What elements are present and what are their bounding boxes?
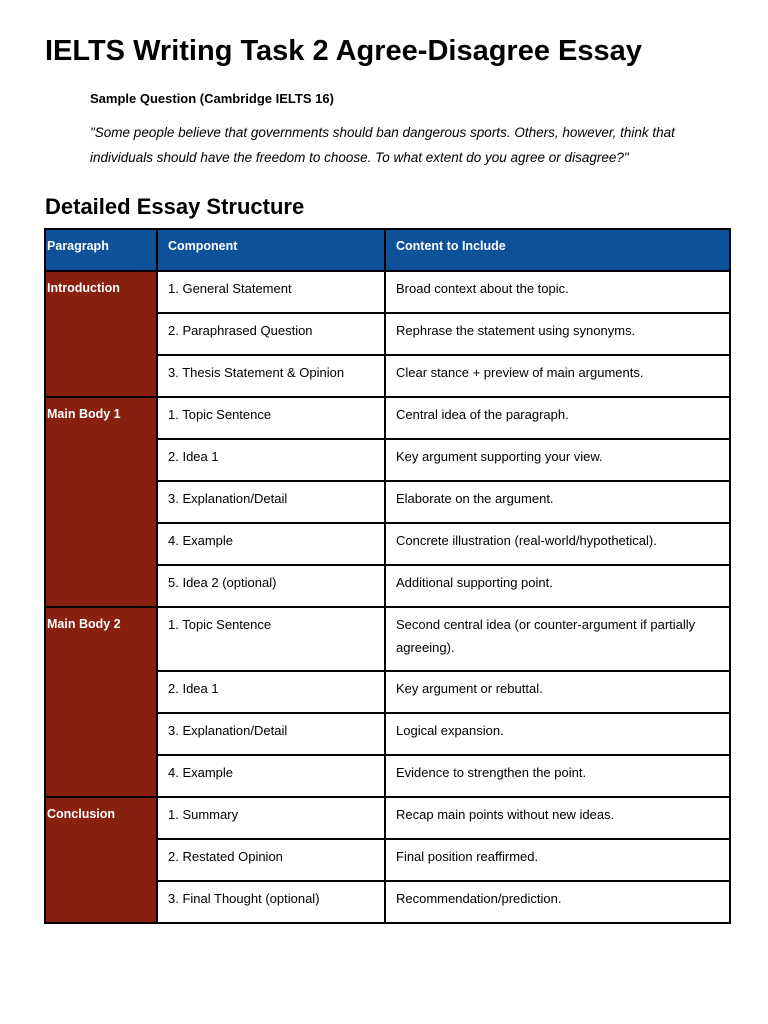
component-cell bbox=[157, 481, 385, 523]
content-cell bbox=[385, 839, 730, 881]
component-text: 4. Example bbox=[168, 765, 234, 780]
component-text: 1. Topic Sentence bbox=[168, 617, 272, 632]
content-text: Elaborate on the argument. bbox=[396, 491, 554, 506]
header-content-label: Content to Include bbox=[396, 239, 506, 253]
content-cell bbox=[385, 439, 730, 481]
content-text: Final position reaffirmed. bbox=[396, 849, 539, 864]
header-content bbox=[385, 229, 730, 271]
content-cell bbox=[385, 607, 730, 671]
content-text: Key argument supporting your view. bbox=[396, 449, 603, 464]
component-cell bbox=[157, 439, 385, 481]
component-cell bbox=[157, 797, 385, 839]
component-cell bbox=[157, 271, 385, 313]
paragraph-label: Introduction bbox=[47, 281, 120, 295]
component-cell bbox=[157, 671, 385, 713]
paragraph-cell bbox=[45, 607, 157, 797]
content-text: Recap main points without new ideas. bbox=[396, 807, 615, 822]
content-text: Recommendation/prediction. bbox=[396, 891, 562, 906]
component-text: 3. Explanation/Detail bbox=[168, 723, 288, 738]
content-text: Concrete illustration (real-world/hypothetical). bbox=[396, 533, 657, 548]
paragraph-cell bbox=[45, 271, 157, 397]
component-text: 1. Topic Sentence bbox=[168, 407, 272, 422]
component-cell bbox=[157, 397, 385, 439]
content-cell bbox=[385, 881, 730, 923]
essay-structure-table bbox=[44, 228, 731, 924]
header-component-label: Component bbox=[168, 239, 238, 253]
content-text: Evidence to strengthen the point. bbox=[396, 765, 587, 780]
component-cell bbox=[157, 881, 385, 923]
content-text: Central idea of the paragraph. bbox=[396, 407, 569, 422]
table-row bbox=[45, 797, 730, 839]
content-cell bbox=[385, 397, 730, 439]
section-heading: Detailed Essay Structure bbox=[45, 194, 305, 219]
paragraph-cell bbox=[45, 397, 157, 607]
component-text: 3. Explanation/Detail bbox=[168, 491, 288, 506]
component-cell bbox=[157, 565, 385, 607]
component-cell bbox=[157, 313, 385, 355]
component-text: 2. Paraphrased Question bbox=[168, 323, 313, 338]
header-paragraph-label: Paragraph bbox=[47, 239, 109, 253]
paragraph-label: Main Body 2 bbox=[47, 617, 121, 631]
content-text: Logical expansion. bbox=[396, 723, 504, 738]
table-row bbox=[45, 607, 730, 671]
content-cell bbox=[385, 313, 730, 355]
component-cell bbox=[157, 607, 385, 671]
component-cell bbox=[157, 713, 385, 755]
table-row bbox=[45, 397, 730, 439]
component-cell bbox=[157, 755, 385, 797]
header-paragraph bbox=[45, 229, 157, 271]
component-text: 5. Idea 2 (optional) bbox=[168, 575, 277, 590]
content-text: Additional supporting point. bbox=[396, 575, 553, 590]
content-cell bbox=[385, 523, 730, 565]
paragraph-cell bbox=[45, 797, 157, 923]
content-cell bbox=[385, 481, 730, 523]
content-cell bbox=[385, 755, 730, 797]
component-text: 1. General Statement bbox=[168, 281, 292, 296]
content-text: Clear stance + preview of main arguments. bbox=[396, 365, 644, 380]
content-text: Key argument or rebuttal. bbox=[396, 681, 543, 696]
content-cell bbox=[385, 797, 730, 839]
component-text: 3. Final Thought (optional) bbox=[168, 891, 320, 906]
content-cell bbox=[385, 355, 730, 397]
component-text: 2. Idea 1 bbox=[168, 681, 219, 696]
paragraph-label: Main Body 1 bbox=[47, 407, 121, 421]
content-cell bbox=[385, 671, 730, 713]
component-text: 2. Restated Opinion bbox=[168, 849, 283, 864]
content-cell bbox=[385, 713, 730, 755]
sample-question-label: Sample Question (Cambridge IELTS 16) bbox=[90, 91, 334, 106]
paragraph-label: Conclusion bbox=[47, 807, 116, 821]
table-header-row bbox=[45, 229, 730, 271]
component-text: 2. Idea 1 bbox=[168, 449, 219, 464]
content-cell bbox=[385, 271, 730, 313]
content-text: Broad context about the topic. bbox=[396, 281, 569, 296]
component-cell bbox=[157, 355, 385, 397]
component-text: 3. Thesis Statement & Opinion bbox=[168, 365, 345, 380]
component-text: 4. Example bbox=[168, 533, 234, 548]
sample-question-quote: "Some people believe that governments should ban dangerous sports. Others, however, think that individuals should have the freedom to choose. To what extent do you agree or disagree?" bbox=[90, 125, 675, 165]
content-text: Rephrase the statement using synonyms. bbox=[396, 323, 636, 338]
component-cell bbox=[157, 523, 385, 565]
page-title: IELTS Writing Task 2 Agree-Disagree Essay bbox=[45, 35, 642, 67]
content-text: Second central idea (or counter-argument if partially agreeing). bbox=[396, 617, 696, 655]
table-row bbox=[45, 271, 730, 313]
content-cell bbox=[385, 565, 730, 607]
component-text: 1. Summary bbox=[168, 807, 239, 822]
header-component bbox=[157, 229, 385, 271]
component-cell bbox=[157, 839, 385, 881]
